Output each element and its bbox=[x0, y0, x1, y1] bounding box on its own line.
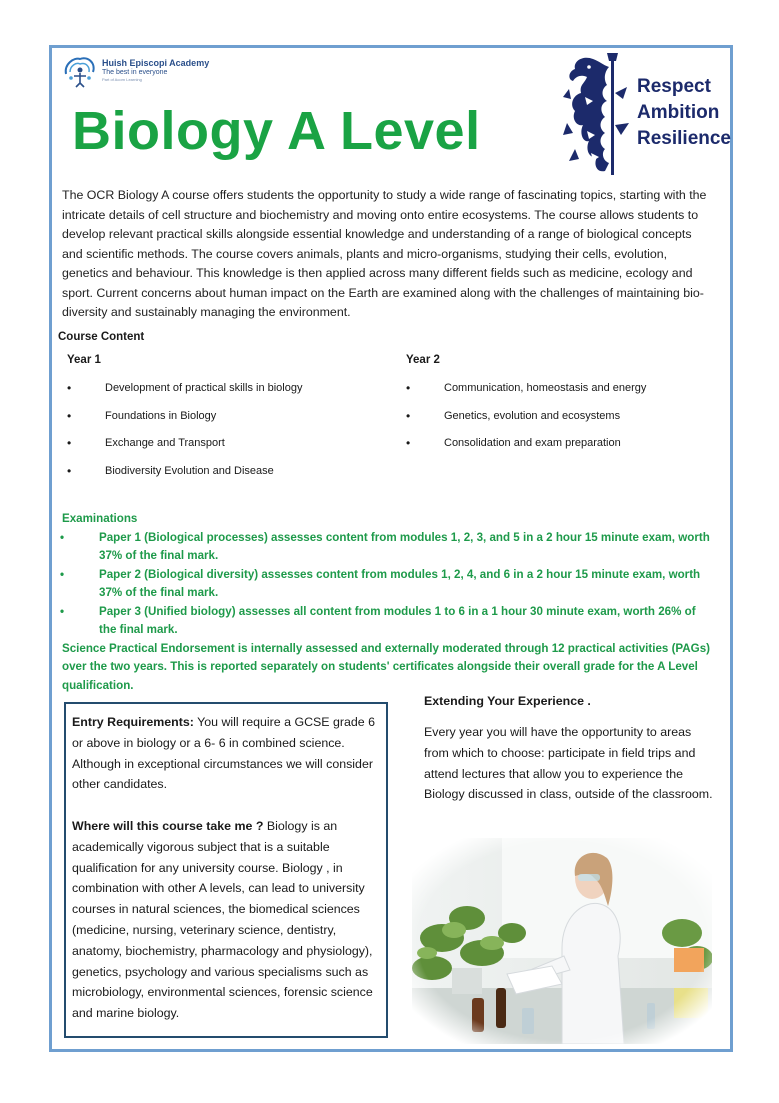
entry-requirements-box bbox=[64, 702, 388, 1038]
school-logo bbox=[62, 54, 232, 90]
list-item: • Communication, homeostasis and energy bbox=[406, 381, 647, 395]
course-destinations: Where will this course take me ? Biology is an academically vigorous subject that is a suitable qualification for any university course. Biology , in combination with other A levels, can lead to university courses in natural sciences, the biomedical sciences (medicine, nursing, veterinary science, dentistry, anatomy, biochemistry, pharmacology and physiology), genetics, psychology and various specialisms such as microbiology, environmental sciences, forensic science and marine biology. bbox=[72, 818, 373, 1021]
year1-list bbox=[67, 381, 387, 491]
extending-body: Every year you will have the opportunity to areas from which to choose: participate in field trips and attend lectures that allow you to experience the Biology discussed in class, outside of the classroom. bbox=[424, 725, 713, 802]
exam-paper-2: • Paper 2 (Biological diversity) assesses content from modules 1, 2, 4, and 6 in a 2 hour 15 minute exam, worth 37% of the final mark. bbox=[60, 567, 701, 599]
list-item: • Genetics, evolution and ecosystems bbox=[406, 408, 621, 423]
list-item: • Consolidation and exam preparation bbox=[406, 436, 621, 450]
practical-endorsement: Science Practical Endorsement is internally assessed and externally moderated through 12 practical activities (PAGs) over the two years. This is reported separately on students' certificates alongside their overall grade for the A Level qualification. bbox=[62, 641, 710, 692]
page-title: Biology A Level bbox=[72, 101, 481, 161]
school-tagline: The best in everyone bbox=[102, 69, 168, 76]
year2-heading: Year 2 bbox=[406, 354, 440, 366]
school-values bbox=[637, 74, 731, 152]
examinations-heading: Examinations bbox=[62, 512, 138, 525]
intro-paragraph: The OCR Biology A course offers students the opportunity to study a wide range of fascinating topics, starting with the intricate details of cell structure and biochemistry and moving onto entire ecosystems. The course allows students to develop relevant practical skills alongside essential knowledge and understanding of a range of biological concepts and scientific methods. The course covers animals, plants and micro-organisms, studying their cells, evolution, genetics and behaviour. This knowledge is then applied across many different fields such as medicine, ecology and sport. Current concerns about human impact on the Earth are examined along with the challenges of maintaining bio-diversity and sustainably managing the environment. bbox=[62, 188, 707, 319]
entry-requirements: Entry Requirements: You will require a GCSE grade 6 or above in biology or a 6- 6 in combined science. Although in exceptional circumstances we will consider other candidates. bbox=[72, 715, 376, 792]
school-sub-tagline: Part of Acorn Learning bbox=[102, 77, 142, 82]
dragon-crest-icon bbox=[563, 53, 631, 179]
list-item: • Biodiversity Evolution and Disease bbox=[67, 463, 274, 478]
value-resilience: Resilience bbox=[637, 128, 731, 149]
year2-list bbox=[406, 381, 716, 464]
lab-scientist-photo bbox=[412, 838, 712, 1044]
examinations-section bbox=[62, 510, 714, 695]
tree-people-icon bbox=[62, 54, 98, 88]
course-content-heading: Course Content bbox=[58, 331, 145, 343]
exam-papers-list bbox=[62, 529, 714, 640]
year1-heading: Year 1 bbox=[67, 354, 101, 366]
list-item: • Foundations in Biology bbox=[67, 408, 217, 423]
entry-requirements-label: Entry Requirements: bbox=[72, 715, 194, 729]
list-item: • Exchange and Transport bbox=[67, 436, 225, 450]
value-ambition: Ambition bbox=[637, 102, 720, 123]
course-destinations-label: Where will this course take me ? bbox=[72, 818, 264, 833]
value-respect: Respect bbox=[637, 76, 711, 97]
exam-paper-3: • Paper 3 (Unified biology) assesses all content from modules 1 to 6 in a 1 hour 30 minute exam, worth 26% of the final mark. bbox=[60, 604, 696, 636]
school-name: Huish Episcopi Academy bbox=[102, 58, 210, 68]
list-item: • Development of practical skills in biology bbox=[67, 381, 303, 395]
extending-heading: Extending Your Experience . bbox=[424, 694, 591, 708]
exam-paper-1: • Paper 1 (Biological processes) assesses content from modules 1, 2, 3, and 5 in a 2 hour 15 minute exam, worth 37% of the final mark. bbox=[60, 530, 710, 562]
